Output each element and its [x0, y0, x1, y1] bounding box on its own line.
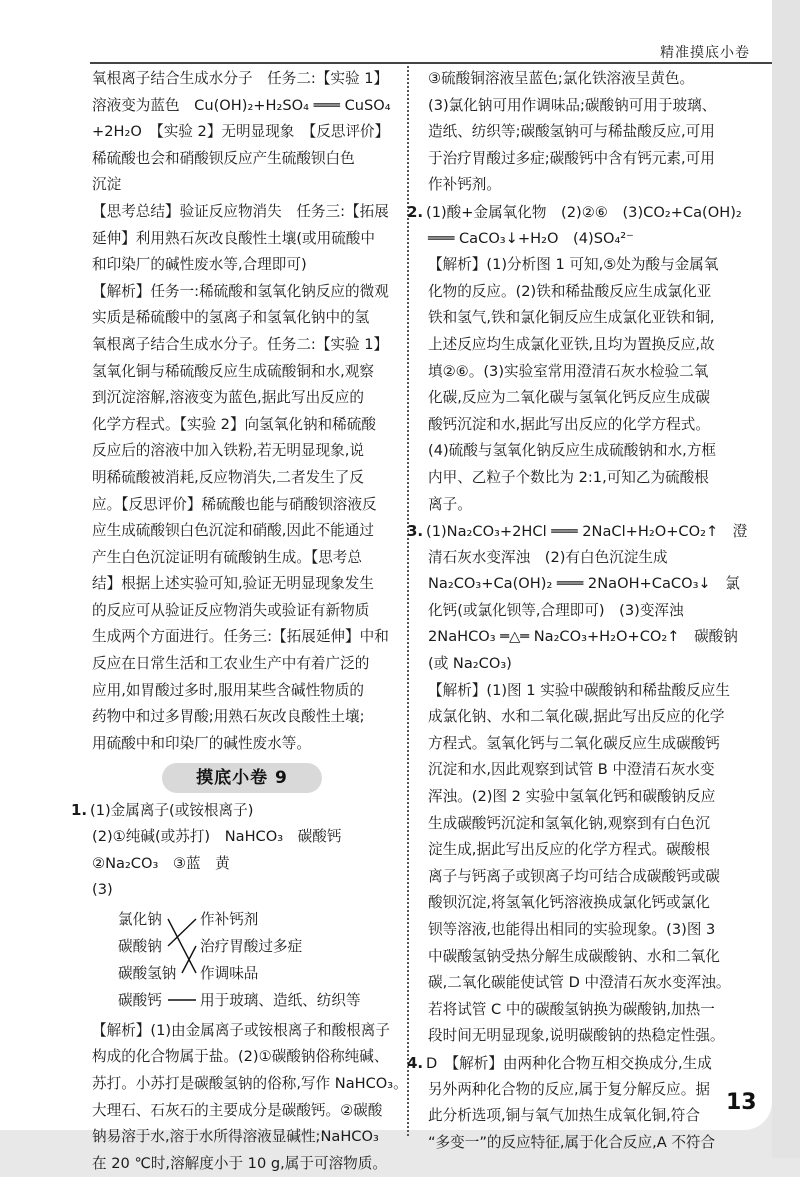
question-number: 4.: [407, 1053, 424, 1072]
text-line: 应生成硫酸钡白色沉淀和硝酸,因此不能通过: [92, 522, 374, 540]
text-line: 2NaHCO₃ ═△═ Na₂CO₃+H₂O+CO₂↑ 碳酸钠: [428, 628, 738, 646]
text-line: 于治疗胃酸过多症;碳酸钙中含有钙元素,可用: [428, 149, 715, 167]
right-continuation: [428, 66, 728, 199]
text-line: 大理石、石灰石的主要成分是碳酸钙。②碳酸: [92, 1101, 383, 1119]
text-line: 【解析】(1)分析图 1 可知,⑤处为酸与金属氧: [428, 256, 719, 274]
text-line: 反应后的溶液中加入铁粉,若无明显现象,说: [92, 442, 364, 460]
text-line: 构成的化合物属于盐。(2)①碳酸钠俗称纯碱、: [92, 1048, 389, 1066]
text-line: 【解析】任务一:稀硫酸和氢氧化钠反应的微观: [92, 282, 389, 300]
text-line: 离子与钙离子或钡离子均可结合成碳酸钙或碳: [428, 867, 720, 885]
text-line: 中碳酸氢钠受热分解生成碳酸钠、水和二氧化: [428, 947, 720, 965]
text-line: 和印染厂的碱性废水等,合理即可): [92, 256, 307, 274]
text-line: Na₂CO₃+Ca(OH)₂ ═══ 2NaOH+CaCO₃↓ 氯: [428, 575, 740, 593]
text-line: 填②⑥。(3)实验室常用澄清石灰水检验二氧: [428, 362, 709, 380]
text-line: ②Na₂CO₃ ③蓝 黄: [92, 854, 230, 872]
text-line: 应用,如胃酸过多时,服用某些含碱性物质的: [92, 681, 364, 699]
match-right-item: 作补钙剂: [200, 910, 259, 928]
text-line: 苏打。小苏打是碳酸氢钠的俗称,写作 NaHCO₃。: [92, 1075, 408, 1092]
text-line: 铁和氢气,铁和氯化铜反应生成氯化亚铁和铜,: [428, 309, 715, 327]
text-line: 氢氧化铜与稀硫酸反应生成硫酸铜和水,观察: [92, 362, 374, 380]
text-line: 反应在日常生活和工农业生产中有着广泛的: [92, 655, 370, 673]
text-line: 明稀硫酸被消耗,反应物消失,二者发生了反: [92, 468, 364, 486]
text-line: 离子。: [428, 495, 472, 513]
text-line: 用硫酸中和印染厂的碱性废水等。: [92, 734, 311, 752]
text-line: 生成两个方面进行。任务三:【拓展延伸】中和: [92, 628, 389, 646]
text-line: 化物的反应。(2)铁和稀盐酸反应生成氯化亚: [428, 282, 712, 300]
section-title: 摸底小卷 9: [162, 763, 322, 793]
text-line: 此分析选项,铜与氧气加热生成氧化铜,符合: [428, 1107, 700, 1125]
text-line: 氧根离子结合生成水分子。任务二:【实验 1】: [92, 335, 389, 353]
text-line: (或 Na₂CO₃): [428, 655, 512, 673]
match-right-item: 作调味品: [200, 964, 259, 982]
text-line: 【思考总结】验证反应物消失 任务三:【拓展: [92, 202, 389, 220]
match-left-item: 碳酸氢钠: [118, 964, 177, 982]
text-line: 稀硫酸也会和硝酸钡反应产生硫酸钡白色: [92, 149, 355, 167]
text-line: 应。【反思评价】稀硫酸也能与硝酸钡溶液反: [92, 495, 377, 513]
text-line: 淀生成,据此写出反应的化学方程式。碳酸根: [428, 841, 710, 859]
text-line: 沉淀: [92, 176, 122, 194]
left-answer-block: [92, 66, 392, 757]
page-margin-right: [772, 0, 800, 1158]
page-number: 13: [726, 1090, 757, 1115]
left-column: [71, 66, 408, 1177]
text-line: 的反应可从验证反应物消失或验证有新物质: [92, 601, 370, 619]
text-line: 若将试管 C 中的碳酸氢钠换为碳酸钠,加热一: [428, 1000, 715, 1018]
text-line: 4. D 【解析】由两种化合物互相交换成分,生成: [428, 1050, 728, 1077]
text-line: 溶液变为蓝色 Cu(OH)₂+H₂SO₄ ═══ CuSO₄: [92, 96, 391, 114]
text-line: 【解析】(1)由金属离子或铵根离子和酸根离子: [92, 1021, 390, 1039]
text-line: ═══ CaCO₃↓+H₂O (4)SO₄²⁻: [428, 229, 634, 247]
text-line: 药物中和过多胃酸;用熟石灰改良酸性土壤;: [92, 708, 365, 726]
text-line: 作补钙剂。: [428, 176, 501, 194]
question-number: 2.: [407, 202, 424, 221]
text-line: 内甲、乙粒子个数比为 2:1,可知乙为硫酸根: [428, 468, 709, 486]
text-line: 延伸】利用熟石灰改良酸性土壤(或用硫酸中: [92, 229, 375, 247]
text-line: 化钙(或氯化钡等,合理即可) (3)变浑浊: [428, 601, 684, 619]
text-line: 酸钙沉淀和水,据此写出反应的化学方程式。: [428, 415, 710, 433]
text-line: 钠易溶于水,溶于水所得溶液显碱性;NaHCO₃: [92, 1128, 379, 1146]
text-line: (3): [92, 881, 113, 899]
text-line: 清石灰水变浑浊 (2)有白色沉淀生成: [428, 548, 668, 566]
text-line: 沉淀和水,因此观察到试管 B 中澄清石灰水变: [428, 761, 715, 779]
text-line: 实质是稀硫酸中的氢离子和氢氧化钠中的氢: [92, 309, 370, 327]
text-line: 3. (1)Na₂CO₃+2HCl ═══ 2NaCl+H₂O+CO₂↑ 澄: [428, 518, 728, 545]
text-line: 生成碳酸钙沉淀和氢氧化钠,观察到有白色沉: [428, 814, 710, 832]
text-line: 在 20 ℃时,溶解度小于 10 g,属于可溶物质。: [92, 1154, 387, 1172]
text-line: 2. (1)酸+金属氧化物 (2)②⑥ (3)CO₂+Ca(OH)₂: [428, 199, 728, 226]
text-line: 段时间无明显现象,说明碳酸钠的热稳定性强。: [428, 1027, 725, 1045]
question-number: 3.: [407, 522, 424, 541]
text-line: 钡等溶液,也能得出相同的实验现象。(3)图 3: [428, 921, 716, 938]
match-right-item: 用于玻璃、造纸、纺织等: [200, 991, 361, 1009]
text-line: 上述反应均生成氯化亚铁,且均为置换反应,故: [428, 335, 715, 353]
question-3: [407, 518, 748, 1050]
question-1: [71, 797, 392, 903]
matching-diagram: [118, 906, 392, 1014]
match-left-item: 氯化钠: [118, 910, 162, 928]
text-line: “多变一”的反应特征,属于化合反应,A 不符合: [428, 1133, 716, 1151]
text-line: 产生白色沉淀证明有硫酸钠生成。【思考总: [92, 548, 362, 566]
text-line: 造纸、纺织等;碳酸氢钠可与稀盐酸反应,可用: [428, 123, 715, 141]
text-line: 酸钡沉淀,将氢氧化钙溶液换成氯化钙或氯化: [428, 894, 710, 912]
text-line: 到沉淀溶解,溶液变为蓝色,据此写出反应的: [92, 389, 364, 407]
text-line: 方程式。氢氧化钙与二氧化碳反应生成碳酸钙: [428, 734, 720, 752]
question-1-analysis: [92, 1018, 408, 1177]
match-left-item: 碳酸钠: [118, 937, 162, 955]
match-left-item: 碳酸钙: [118, 991, 162, 1009]
text-line: 化学方程式。【实验 2】向氢氧化钠和稀硫酸: [92, 415, 376, 433]
header-rule: [90, 62, 772, 64]
text-line: (4)硫酸与氢氧化钠反应生成硫酸钠和水,方框: [428, 442, 717, 460]
text-line: (3)氯化钠可用作调味品;碳酸钠可用于玻璃、: [428, 96, 717, 114]
match-right-item: 治疗胃酸过多症: [200, 937, 303, 955]
text-line: ③硫酸铜溶液呈蓝色;氯化铁溶液呈黄色。: [428, 70, 695, 87]
question-4: [407, 1050, 728, 1156]
text-line: (2)①纯碱(或苏打) NaHCO₃ 碳酸钙: [92, 828, 342, 846]
question-2: [407, 199, 742, 518]
text-line: 碳,二氧化碳能使试管 D 中澄清石灰水变浑浊。: [428, 974, 731, 992]
text-line: 另外两种化合物的反应,属于复分解反应。据: [428, 1080, 710, 1098]
text-line: 浑浊。(2)图 2 实验中氢氧化钙和碳酸钠反应: [428, 788, 716, 806]
text-line: 1. (1)金属离子(或铵根离子): [92, 797, 392, 824]
text-line: 氧根离子结合生成水分子 任务二:【实验 1】: [92, 70, 389, 87]
text-line: 成氯化钠、水和二氧化碳,据此写出反应的化学: [428, 708, 725, 726]
header-label: 精准摸底小卷: [660, 45, 750, 61]
question-number: 1.: [71, 801, 88, 820]
text-line: 【解析】(1)图 1 实验中碳酸钠和稀盐酸反应生: [428, 681, 730, 699]
text-line: 结】根据上述实验可知,验证无明显现象发生: [92, 575, 374, 593]
text-line: +2H₂O 【实验 2】无明显现象 【反思评价】: [92, 123, 390, 141]
column-divider: [407, 66, 409, 1136]
text-line: 化碳,反应为二氧化碳与氢氧化钙反应生成碳: [428, 389, 710, 407]
